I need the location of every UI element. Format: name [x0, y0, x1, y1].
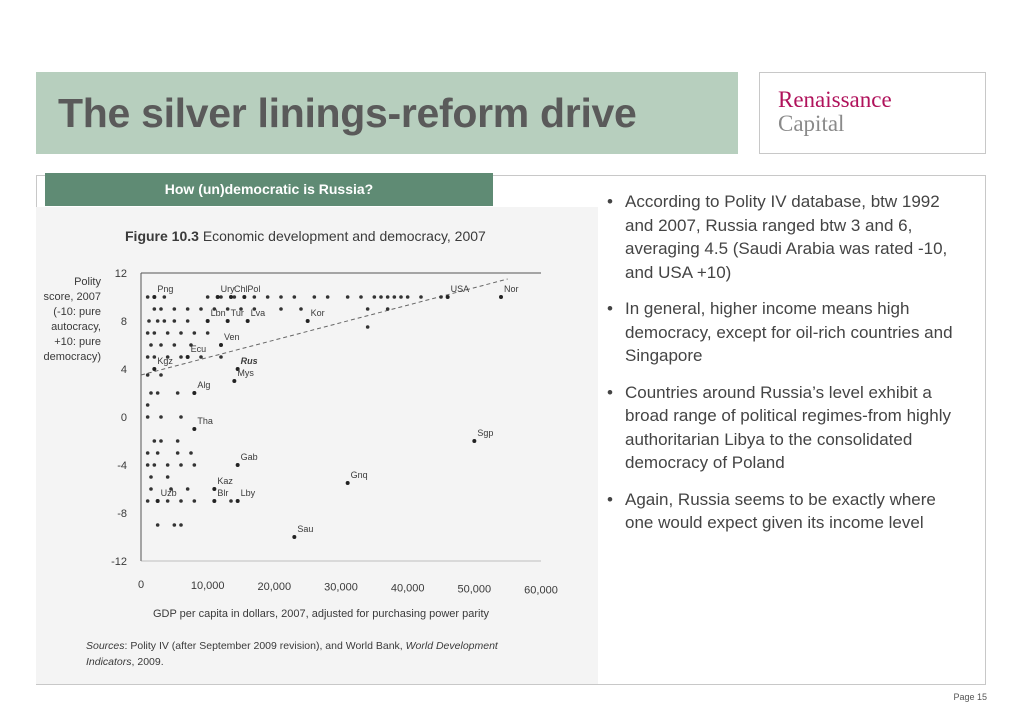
- x-tick-label: 60,000: [524, 584, 558, 597]
- data-point: [166, 331, 170, 335]
- data-point-chl: [229, 295, 233, 299]
- data-point-uzb: [156, 499, 160, 503]
- data-point: [406, 295, 410, 299]
- point-label-sgp: Sgp: [477, 428, 494, 438]
- slide-title: The silver linings-reform drive: [58, 90, 637, 136]
- data-point: [193, 463, 197, 467]
- data-point: [153, 463, 157, 467]
- data-point: [366, 307, 370, 311]
- x-tick-label: 30,000: [324, 581, 358, 594]
- data-point: [146, 295, 150, 299]
- sources-label: Sources: [86, 640, 125, 652]
- sources-italic-end: Indicators: [86, 656, 132, 668]
- x-tick-label: 0: [137, 579, 145, 591]
- point-label-uzb: Uzb: [160, 488, 177, 498]
- point-label-pol: Pol: [247, 284, 261, 294]
- data-point-tha: [192, 427, 196, 431]
- y-axis-label-line: score, 2007: [43, 291, 101, 303]
- data-point-usa: [446, 295, 450, 299]
- data-point: [186, 307, 190, 311]
- data-point: [179, 355, 183, 359]
- data-point: [159, 343, 163, 347]
- point-label-kgz: Kgz: [157, 356, 173, 366]
- data-point-tur: [226, 319, 230, 323]
- title-bar: [36, 72, 738, 154]
- data-point: [229, 499, 233, 503]
- data-point: [266, 295, 270, 299]
- point-label-kaz: Kaz: [217, 476, 233, 486]
- data-point: [146, 499, 150, 503]
- point-label-lva: Lva: [250, 308, 266, 318]
- point-label-tha: Tha: [197, 416, 213, 426]
- data-point: [373, 295, 377, 299]
- data-point: [173, 523, 177, 527]
- data-point: [219, 355, 223, 359]
- data-point-ven: [219, 343, 223, 347]
- data-point: [147, 319, 151, 323]
- data-point: [149, 475, 153, 479]
- point-label-usa: USA: [450, 284, 470, 294]
- data-point-sgp: [472, 439, 476, 443]
- data-point: [163, 295, 167, 299]
- data-point: [439, 295, 443, 299]
- bullet-item: • According to Polity IV database, btw 1992 and 2007, Russia ranged btw 3 and 6, averaging 4.5 (Saudi Arabia was rated -10, and USA +10): [604, 190, 964, 284]
- data-point-nor: [499, 295, 503, 299]
- data-point: [359, 295, 363, 299]
- x-tick-label: 10,000: [190, 579, 225, 592]
- data-point: [146, 331, 150, 335]
- data-point: [146, 451, 150, 455]
- data-point: [176, 439, 180, 443]
- data-point: [173, 343, 177, 347]
- point-label-blr: Blr: [217, 488, 229, 498]
- data-point: [153, 439, 157, 443]
- point-label-gab: Gab: [240, 452, 258, 462]
- data-point: [299, 307, 303, 311]
- data-point: [419, 295, 423, 299]
- x-tick-label: 20,000: [257, 580, 292, 593]
- data-point: [193, 499, 197, 503]
- data-point: [146, 373, 150, 377]
- data-point: [393, 295, 397, 299]
- data-point: [173, 319, 177, 323]
- y-tick-label: -4: [117, 460, 127, 472]
- point-label-mys: Mys: [237, 368, 254, 378]
- sources-note: [86, 640, 499, 652]
- data-point-mys: [232, 379, 236, 383]
- y-tick-label: 8: [120, 316, 127, 328]
- data-point: [159, 307, 163, 311]
- data-point-ury: [216, 295, 220, 299]
- data-point: [226, 307, 230, 311]
- data-point: [159, 439, 163, 443]
- point-label-kor: Kor: [310, 308, 325, 318]
- data-point: [176, 451, 180, 455]
- point-label-sau: Sau: [297, 524, 314, 534]
- data-point: [153, 355, 157, 359]
- y-axis-label-line: autocracy,: [51, 321, 101, 333]
- bullet-list: [604, 190, 964, 548]
- data-point: [233, 295, 237, 299]
- data-point: [279, 295, 283, 299]
- y-tick-label: -12: [111, 556, 127, 568]
- logo-line-2: Capital: [778, 111, 845, 136]
- data-point-kor: [306, 319, 310, 323]
- logo-line-1: Renaissance: [778, 87, 892, 112]
- data-point: [166, 499, 170, 503]
- data-point-sau: [292, 535, 296, 539]
- data-point: [386, 307, 390, 311]
- data-point-alg: [192, 391, 196, 395]
- data-point-kaz: [212, 487, 216, 491]
- data-point: [153, 331, 157, 335]
- data-point: [159, 373, 163, 377]
- y-tick-label: -8: [117, 508, 127, 520]
- point-label-ury: Ury: [220, 284, 235, 294]
- data-point: [386, 295, 390, 299]
- data-point: [149, 487, 153, 491]
- sources-text: : Polity IV (after September 2009 revision), and World Bank,: [124, 640, 406, 652]
- bullet-item: • In general, higher income means high democracy, except for oil-rich countries and Singapore: [604, 297, 964, 368]
- data-point: [253, 295, 257, 299]
- sources-note-line2: [86, 656, 164, 668]
- data-point-gnq: [346, 481, 350, 485]
- x-axis-label: GDP per capita in dollars, 2007, adjusted for purchasing power parity: [152, 608, 490, 620]
- data-point: [186, 487, 190, 491]
- data-point: [189, 451, 193, 455]
- page-number: Page 15: [953, 692, 987, 702]
- y-tick-label: 4: [120, 364, 127, 376]
- data-point: [206, 295, 210, 299]
- x-tick-label: 50,000: [457, 583, 492, 596]
- data-point: [156, 391, 160, 395]
- point-label-nor: Nor: [504, 284, 519, 294]
- data-point-pol: [242, 295, 246, 299]
- data-point: [186, 319, 190, 323]
- y-axis-label-line: (-10: pure: [53, 306, 101, 318]
- chart-title: [125, 228, 486, 244]
- data-point: [219, 295, 223, 299]
- data-point: [346, 295, 350, 299]
- point-label-rus: Rus: [240, 356, 258, 366]
- y-axis-label-line: +10: pure: [54, 336, 101, 348]
- data-point: [379, 295, 383, 299]
- data-point: [199, 355, 203, 359]
- sources-italic: World Development: [405, 640, 498, 652]
- bullet-item: • Again, Russia seems to be exactly where one would expect given its income level: [604, 488, 964, 535]
- data-point-lbn: [206, 319, 210, 323]
- data-point: [146, 463, 150, 467]
- data-point-png: [152, 295, 156, 299]
- data-point-ecu: [186, 355, 190, 359]
- data-point: [166, 475, 170, 479]
- data-point: [326, 295, 330, 299]
- data-point: [176, 391, 180, 395]
- data-point: [366, 325, 370, 329]
- data-point: [153, 307, 157, 311]
- data-point: [293, 295, 297, 299]
- data-point: [179, 499, 183, 503]
- point-label-ven: Ven: [224, 332, 240, 342]
- y-axis-label-line: Polity: [74, 276, 101, 288]
- data-point: [146, 415, 150, 419]
- data-point: [156, 451, 160, 455]
- point-label-lbn: Lbn: [210, 308, 226, 318]
- data-point: [193, 331, 197, 335]
- point-label-lby: Lby: [240, 488, 256, 498]
- point-label-ecu: Ecu: [190, 344, 207, 354]
- data-point: [179, 331, 183, 335]
- y-tick-label: 0: [120, 412, 127, 424]
- data-point: [146, 403, 150, 407]
- data-point: [159, 415, 163, 419]
- chart-header: How (un)democratic is Russia?: [45, 173, 493, 206]
- data-point: [279, 307, 283, 311]
- data-point: [179, 415, 183, 419]
- point-label-png: Png: [157, 284, 174, 294]
- figure-label: Figure 10.3: [125, 228, 203, 244]
- point-label-chl: Chl: [234, 284, 248, 294]
- data-point-kgz: [152, 367, 156, 371]
- data-point-lby: [236, 499, 240, 503]
- data-point: [156, 319, 160, 323]
- point-label-alg: Alg: [197, 380, 211, 390]
- data-point: [179, 523, 183, 527]
- data-point-blr: [212, 499, 216, 503]
- data-point: [146, 355, 150, 359]
- figure-title: Economic development and democracy, 2007: [202, 228, 486, 244]
- sources-end: , 2009.: [131, 656, 164, 668]
- point-label-gnq: Gnq: [350, 470, 368, 480]
- data-point: [179, 463, 183, 467]
- data-point: [313, 295, 317, 299]
- data-point: [149, 391, 153, 395]
- data-point: [166, 463, 170, 467]
- y-axis-label-line: democracy): [43, 351, 101, 363]
- data-point-gab: [236, 463, 240, 467]
- y-tick-label: 12: [114, 268, 127, 280]
- data-point-lva: [246, 319, 250, 323]
- data-point: [149, 343, 153, 347]
- company-logo: [759, 72, 986, 154]
- x-tick-label: 40,000: [390, 582, 425, 595]
- data-point: [156, 523, 160, 527]
- data-point: [199, 307, 203, 311]
- data-point: [399, 295, 403, 299]
- point-label-tur: Tur: [230, 308, 244, 318]
- scatter-chart: [36, 207, 598, 684]
- bullet-item: • Countries around Russia’s level exhibit a broad range of political regimes-from highly authoritarian Libya to the consolidated democracy of Poland: [604, 381, 964, 475]
- data-point: [206, 331, 210, 335]
- data-point: [163, 319, 167, 323]
- data-point: [173, 307, 177, 311]
